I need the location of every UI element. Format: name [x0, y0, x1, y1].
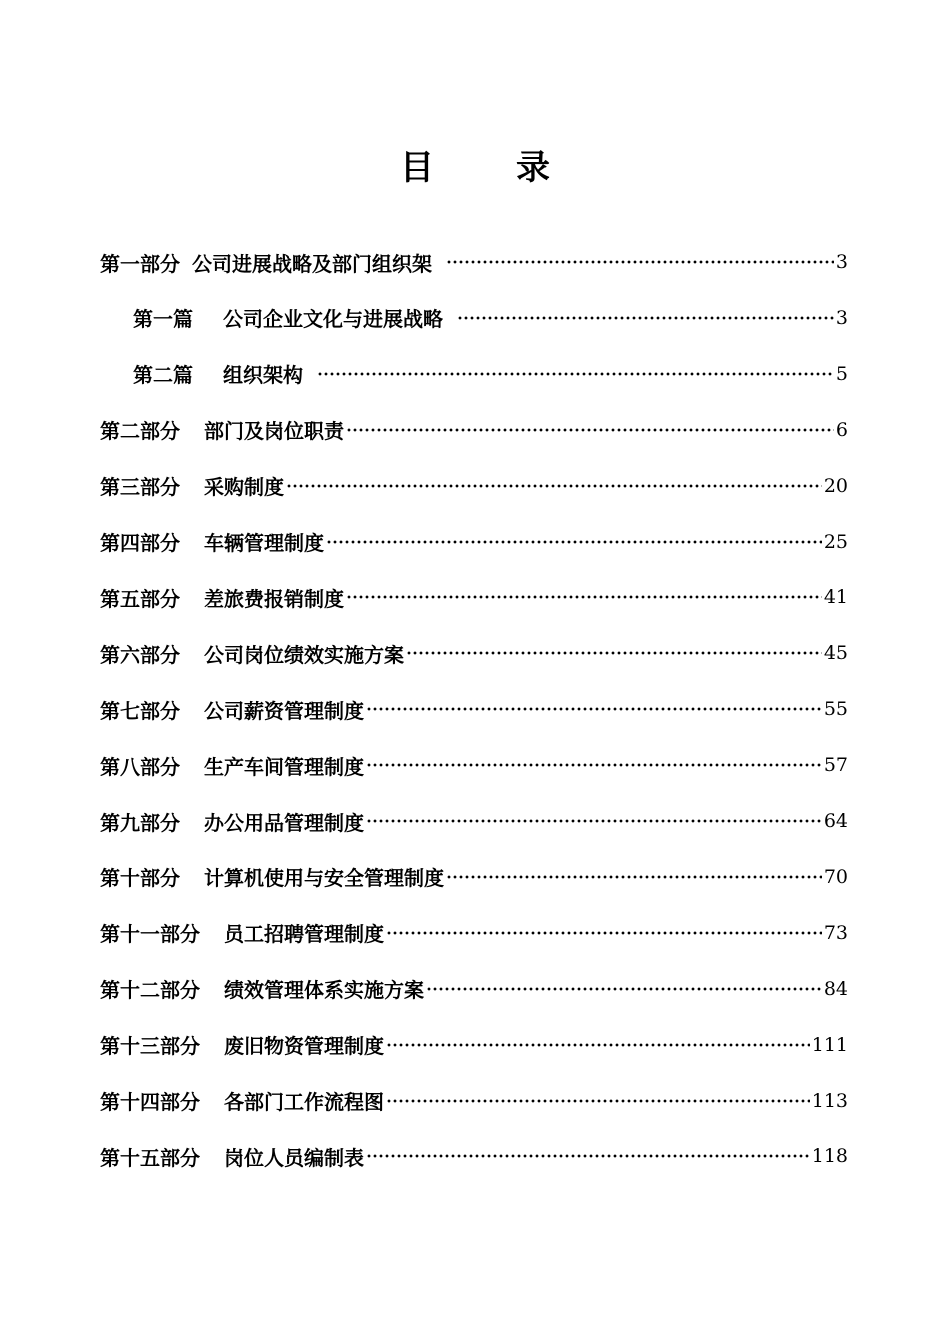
toc-entry-name: 计算机使用与安全管理制度 [204, 866, 444, 891]
toc-title-char-1: 目 [400, 148, 434, 188]
toc-dot-leader [457, 303, 834, 333]
toc-entry-page-number: 70 [823, 865, 848, 888]
toc-entry-name: 各部门工作流程图 [224, 1090, 384, 1114]
toc-entry[interactable] [100, 247, 848, 277]
toc-entry[interactable] [100, 527, 848, 557]
toc-dot-leader [426, 974, 822, 1004]
toc-entry-label: 第十部分 [100, 866, 180, 891]
toc-entry-name: 办公用品管理制度 [204, 810, 364, 835]
toc-entry-page-number: 73 [823, 921, 848, 944]
toc-entry-page-number: 84 [823, 977, 848, 1000]
toc-entry[interactable] [100, 1086, 848, 1116]
toc-entry-label: 第十三部分 [100, 1034, 200, 1059]
toc-entry-name: 公司岗位绩效实施方案 [204, 642, 404, 667]
toc-entry-name: 生产车间管理制度 [204, 754, 364, 779]
toc-entry-name: 岗位人员编制表 [224, 1145, 364, 1170]
toc-dot-leader [366, 694, 822, 724]
toc-entry-label: 第三部分 [100, 475, 180, 500]
toc-entry[interactable] [133, 303, 848, 333]
toc-entry[interactable] [100, 415, 848, 445]
toc-entry-label: 第十四部分 [100, 1090, 200, 1114]
toc-entry-name: 公司进展战略及部门组织架 [192, 251, 432, 276]
toc-entry[interactable] [100, 582, 848, 612]
toc-dot-leader [346, 582, 822, 612]
toc-entry[interactable] [100, 1141, 848, 1171]
toc-entry-label: 第二部分 [100, 419, 180, 444]
toc-entry-page-number: 57 [823, 754, 848, 777]
toc-entry-label: 第六部分 [100, 642, 180, 667]
toc-dot-leader [346, 415, 834, 445]
toc-dot-leader [317, 359, 834, 389]
toc-dot-leader [446, 247, 834, 277]
toc-entry-label: 第二篇 [133, 363, 193, 388]
toc-entry-name: 差旅费报销制度 [204, 586, 344, 611]
toc-dot-leader [366, 1141, 810, 1171]
toc-entry-label: 第九部分 [100, 810, 180, 835]
toc-entry-name: 公司企业文化与进展战略 [223, 307, 443, 332]
toc-dot-leader [366, 806, 822, 836]
toc-entry-name: 废旧物资管理制度 [224, 1034, 384, 1059]
toc-entry[interactable] [100, 862, 848, 892]
toc-entry-page-number: 6 [835, 418, 848, 441]
toc-dot-leader [286, 471, 822, 501]
toc-entry-label: 第八部分 [100, 754, 180, 779]
toc-entry[interactable] [133, 359, 848, 389]
toc-entry-label: 第七部分 [100, 698, 180, 723]
toc-entry-name: 部门及岗位职责 [204, 419, 344, 444]
toc-dot-leader [386, 1086, 810, 1116]
toc-entry-label: 第一部分 [100, 251, 180, 276]
toc-entry-label: 第十二部分 [100, 978, 200, 1003]
toc-entry-name: 公司薪资管理制度 [204, 698, 364, 723]
toc-entry-label: 第十一部分 [100, 922, 200, 947]
toc-dot-leader [386, 1030, 810, 1060]
toc-entry[interactable] [100, 750, 848, 780]
toc-entry-name: 车辆管理制度 [204, 531, 324, 555]
toc-entry[interactable] [100, 918, 848, 948]
toc-entry[interactable] [100, 694, 848, 724]
toc-title [0, 140, 950, 189]
toc-entry-name: 员工招聘管理制度 [224, 922, 384, 947]
toc-entry-page-number: 5 [835, 362, 848, 385]
toc-entry-name: 组织架构 [223, 363, 303, 388]
toc-dot-leader [386, 918, 822, 948]
toc-entry-page-number: 41 [823, 586, 848, 609]
toc-entry-page-number: 64 [823, 810, 848, 832]
toc-entry-page-number: 25 [823, 530, 848, 553]
toc-entry-label: 第五部分 [100, 586, 180, 611]
toc-entry[interactable] [100, 471, 848, 501]
toc-entry[interactable] [100, 806, 848, 836]
toc-entry[interactable] [100, 638, 848, 668]
toc-entry-label: 第十五部分 [100, 1145, 200, 1170]
toc-entry-page-number: 3 [835, 306, 848, 329]
toc-entry-label: 第一篇 [133, 307, 193, 332]
toc-entry-page-number: 45 [823, 642, 848, 665]
toc-entry-label: 第四部分 [100, 531, 180, 555]
toc-entry-name: 采购制度 [204, 475, 284, 500]
toc-entry-page-number: 3 [835, 251, 848, 273]
toc-dot-leader [326, 527, 822, 557]
toc-entry-page-number: 113 [811, 1089, 848, 1112]
toc-entry-page-number: 118 [811, 1145, 848, 1168]
toc-entry[interactable] [100, 974, 848, 1004]
toc-entry[interactable] [100, 1030, 848, 1060]
toc-dot-leader [406, 638, 822, 668]
toc-entry-page-number: 55 [823, 698, 848, 721]
toc-title-char-2: 录 [516, 148, 550, 188]
toc-entry-name: 绩效管理体系实施方案 [224, 978, 424, 1003]
toc-entry-page-number: 111 [811, 1033, 848, 1056]
toc-dot-leader [446, 862, 822, 892]
toc-dot-leader [366, 750, 822, 780]
toc-entry-page-number: 20 [823, 474, 848, 497]
